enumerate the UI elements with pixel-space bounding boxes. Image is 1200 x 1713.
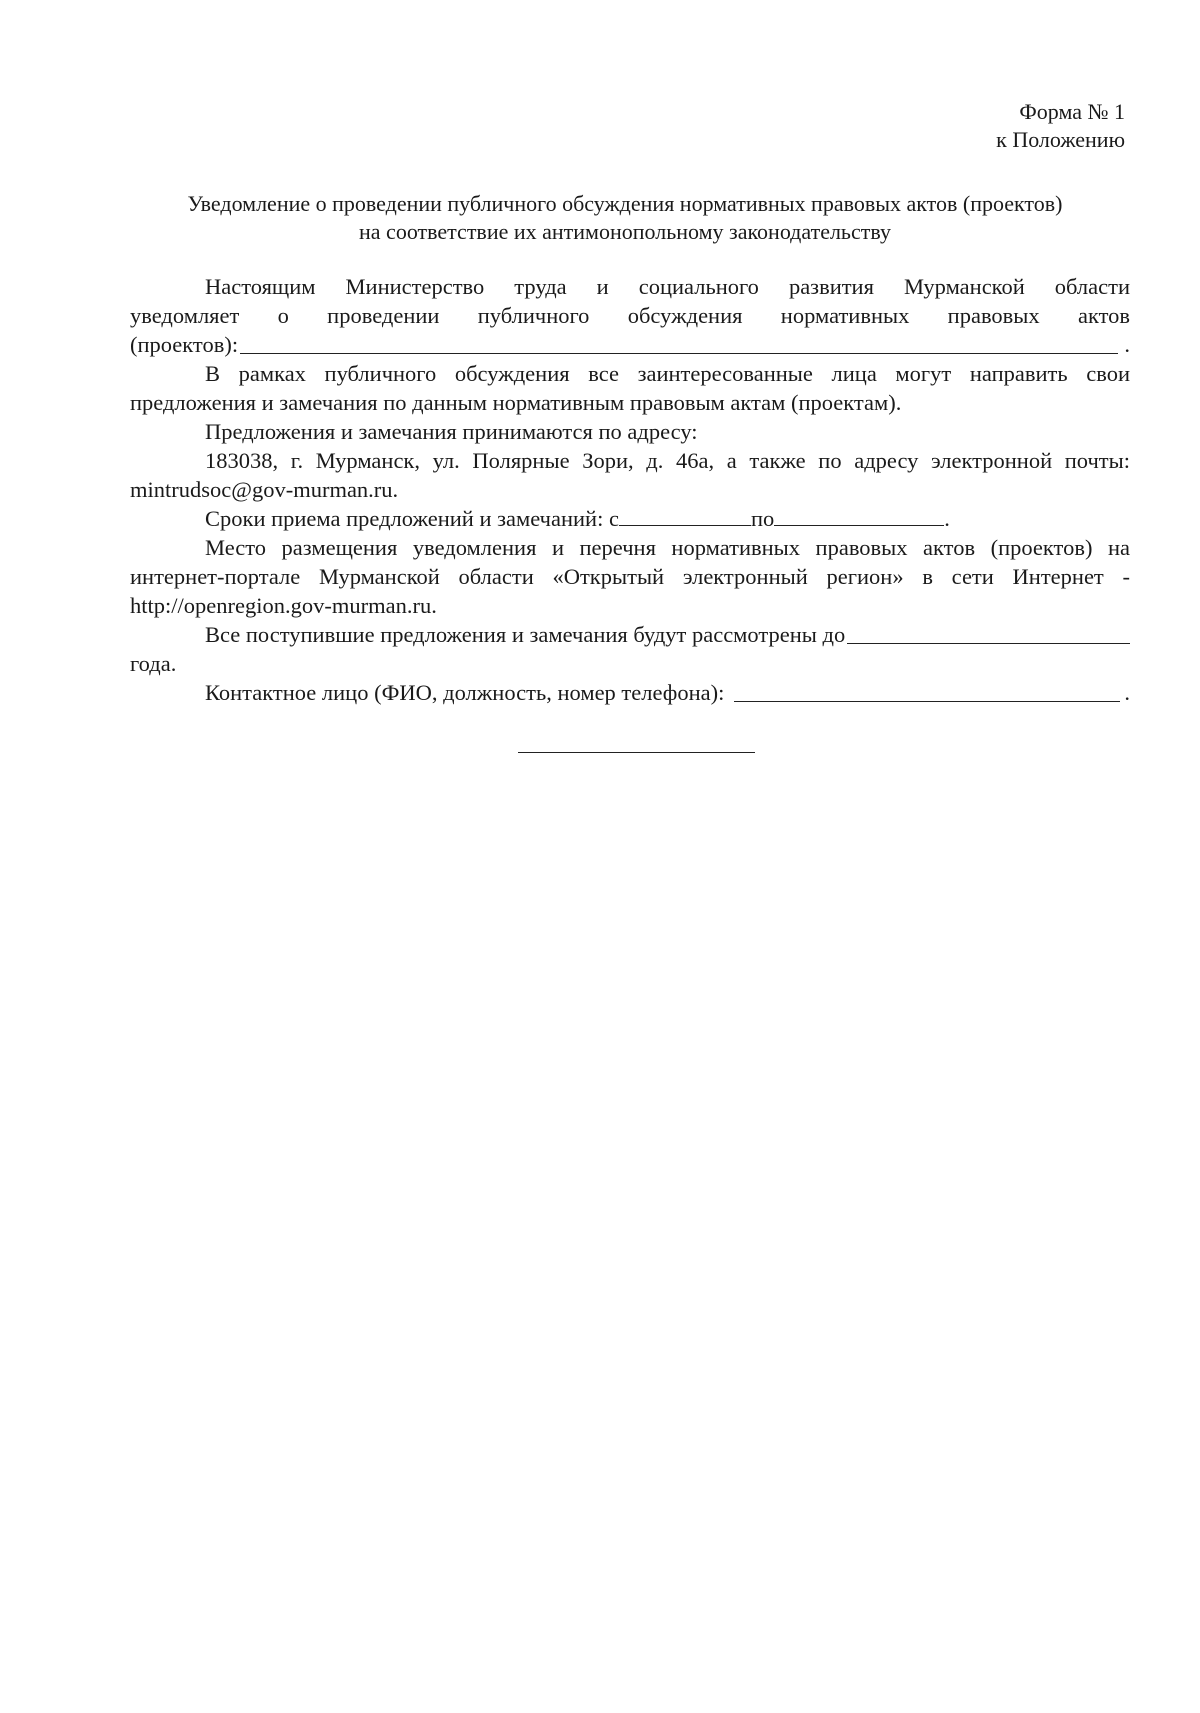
form-reference xyxy=(996,98,1125,154)
paragraph-6-portal: Место размещения уведомления и перечня нормативных правовых актов (проектов) на интернет-портале Мурманской области «Открытый электронный регион» в сети Интернет - http://openregion.gov-murman.ru. xyxy=(130,535,1130,618)
form-number: Форма № 1 xyxy=(1019,99,1125,124)
paragraph-7-line-1 xyxy=(130,620,1130,649)
title-line-2: на соответствие их антимонопольному законодательству xyxy=(359,219,891,244)
paragraph-5-dates xyxy=(130,504,1130,533)
contact-person-label: Контактное лицо (ФИО, должность, номер телефона): xyxy=(205,680,725,705)
paragraph-2: В рамках публичного обсуждения все заинтересованные лица могут направить свои предложения и замечания по данным нормативным правовым актам (проектам). xyxy=(130,361,1130,415)
paragraph-8-contact xyxy=(130,678,1130,707)
dates-period: . xyxy=(944,506,950,531)
projects-label: (проектов): xyxy=(130,332,239,357)
projects-period: . xyxy=(1124,332,1130,357)
paragraph-1-line-2: уведомляет о проведении публичного обсуждения нормативных правовых актов xyxy=(130,303,1130,328)
contact-person-blank[interactable] xyxy=(734,701,1120,702)
date-to-blank[interactable] xyxy=(774,505,944,526)
projects-blank-field[interactable] xyxy=(240,353,1118,354)
document-body xyxy=(130,272,1130,707)
title-line-1: Уведомление о проведении публичного обсуждения нормативных правовых актов (проектов) xyxy=(187,191,1063,216)
contact-period: . xyxy=(1124,680,1130,705)
form-regulation-ref: к Положению xyxy=(996,127,1125,152)
paragraph-1-line-1: Настоящим Министерство труда и социального развития Мурманской области xyxy=(205,274,1130,299)
dates-to-label: по xyxy=(750,506,775,531)
date-from-blank[interactable] xyxy=(619,505,751,526)
paragraph-4-address: 183038, г. Мурманск, ул. Полярные Зори, д. 46а, а также по адресу электронной почты: mintrudsoc@gov-murman.ru. xyxy=(130,448,1130,502)
review-deadline-label: Все поступившие предложения и замечания будут рассмотрены до xyxy=(205,622,846,647)
paragraph-7-line-2: года. xyxy=(130,651,177,676)
review-deadline-blank[interactable] xyxy=(847,643,1130,644)
paragraph-1-line-3 xyxy=(130,330,1130,359)
document-title xyxy=(100,190,1150,246)
paragraph-3: Предложения и замечания принимаются по адресу: xyxy=(205,419,698,444)
dates-label: Сроки приема предложений и замечаний: с xyxy=(205,506,619,531)
end-divider xyxy=(518,752,755,753)
